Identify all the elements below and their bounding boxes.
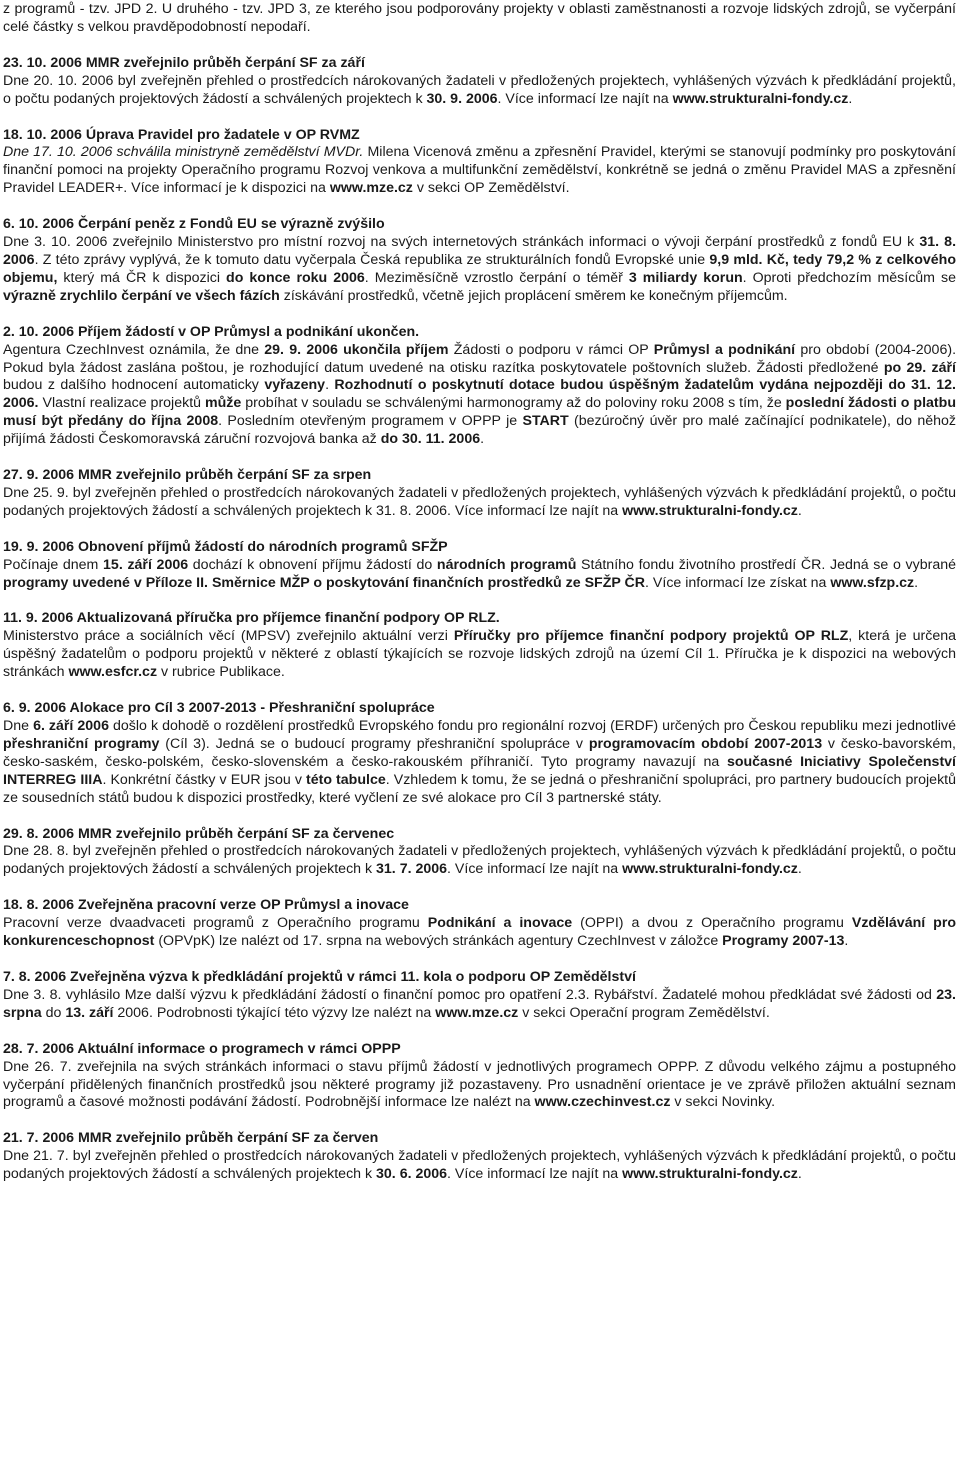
text-run: Dne 20. 10. 2006 byl zveřejněn přehled o prostředcích nárokovaných žadateli v předložených projektech, vyhlášených výzvách k předkládání projektů, o počtu podaných projektových žádostí a schválených projektech k (3, 72, 956, 107)
text-run: v rubrice Publikace. (157, 664, 285, 681)
news-heading: 6. 9. 2006 Alokace pro Cíl 3 2007-2013 - Přeshraniční spolupráce (3, 700, 435, 717)
news-item (3, 1041, 956, 1131)
news-list (3, 55, 956, 1184)
news-heading: 23. 10. 2006 MMR zveřejnilo průběh čerpání SF za září (3, 54, 365, 71)
news-heading: 11. 9. 2006 Aktualizovaná příručka pro příjemce finanční podpory OP RLZ. (3, 610, 500, 627)
text-run: , která je určena úspěšný žadatelům o podporu projektů v některé z oblastí týkajících se rozvoje lidských zdrojů na území Cíl 1. Příručka je k dispozici na webových stránkách (3, 628, 956, 681)
text-run: přeshraniční programy (3, 735, 160, 752)
text-run: (Cíl 3). Jedná se o budoucí programy přeshraniční spolupráce v (159, 735, 589, 752)
text-run: . Více informací lze najít na (447, 861, 623, 878)
news-item (3, 467, 956, 539)
text-run: Příručky pro příjemce finanční podpory projektů OP RLZ (453, 628, 849, 645)
text-run: Rozhodnutí o poskytnutí dotace budou úspěšným žadatelům vydána nejpozději do 31. 12. 2006. (3, 377, 956, 412)
text-run: do konce roku 2006 (226, 269, 365, 286)
text-run: . Posledním otevřeným programem v OPPP je (218, 413, 523, 430)
text-run: . Oproti předchozím měsícům se (742, 269, 957, 286)
news-item (3, 55, 956, 127)
text-run: (OPPI) a dvou z Operačního programu (572, 915, 852, 932)
news-heading: 21. 7. 2006 MMR zveřejnilo průběh čerpání SF za červen (3, 1130, 379, 1147)
news-heading: 27. 9. 2006 MMR zveřejnilo průběh čerpání SF za srpen (3, 467, 372, 484)
text-run: současné Iniciativy Společenství INTERREG IIIA (3, 753, 956, 788)
news-item (3, 1130, 956, 1184)
news-body (3, 987, 956, 1023)
text-run: pro období (2004-2006). Pokud byla žádost zaslána poštou, je rozhodující datum uvedené na otisku razítka poskytovatele poštovních služeb. Žádosti předložené (3, 341, 957, 376)
spacer (3, 198, 956, 216)
text-run: Dne 28. 8. byl zveřejněn přehled o prostředcích nárokovaných žadateli v předložených projektech, vyhlášených výzvách k předkládání projektů, o počtu podaných projektových žádostí a schválených projektech k (3, 843, 956, 878)
news-heading: 7. 8. 2006 Zveřejněna výzva k předkládání projektů v rámci 11. kola o podporu OP Zemědělství (3, 968, 636, 985)
news-item (3, 127, 956, 217)
text-run: výrazně zrychlilo čerpání ve všech fázích (3, 287, 280, 304)
text-run: . (480, 431, 485, 448)
text-run: vyřazeny (264, 377, 326, 394)
text-run: . Více informací lze získat na (645, 574, 831, 591)
text-run: 29. 9. 2006 ukončila příjem (264, 341, 449, 358)
spacer (3, 682, 956, 700)
text-run: 31. 8. 2006 (3, 234, 957, 268)
news-item (3, 826, 956, 898)
news-heading: 2. 10. 2006 Příjem žádostí v OP Průmysl a podnikání ukončen. (3, 323, 420, 340)
text-run: . (844, 933, 849, 950)
text-run: 3 miliardy korun (628, 269, 743, 286)
text-run: 15. září 2006 (103, 556, 189, 573)
text-run: Vzdělávání pro konkurenceschopnost (3, 915, 957, 950)
text-run: START (522, 413, 569, 430)
text-run: Průmysl a podnikání (653, 341, 796, 358)
text-run: . Více informací lze najít na (447, 1166, 623, 1183)
text-run: 9,9 mld. Kč, tedy 79,2 % z celkového objemu, (3, 251, 956, 286)
text-run: (bezúročný úvěr pro malé začínající podnikatele), do něhož přijímá žádosti Českomoravská záruční rozvojová banka až (3, 413, 957, 448)
intro-paragraph: z programů - tzv. JPD 2. U druhého - tzv. JPD 3, ze kterého jsou podporovány projekty v oblasti zaměstnanosti a rozvoje lidských zdrojů, se vyčerpání celé částky s velkou pravděpodobností nepodaří. (3, 1, 956, 35)
news-body (3, 144, 956, 198)
text-run: 13. září (65, 1004, 114, 1021)
text-run: této tabulce (305, 771, 386, 788)
text-run: Dne 3. 8. vyhlásilo Mze další výzvu k předkládání žádostí o finanční pomoc pro opatření 2.3. Rybářství. Žadatelé mohou předkládat své žádosti od (3, 986, 937, 1003)
news-heading: 6. 10. 2006 Čerpání peněz z Fondů EU se výrazně zvýšilo (3, 216, 385, 233)
text-run: . (848, 90, 853, 107)
text-run: 6. září 2006 (33, 718, 109, 734)
text-run: Počínaje dnem (3, 556, 104, 573)
text-run: . (797, 1166, 802, 1183)
spacer (3, 1112, 956, 1130)
news-body (3, 234, 956, 306)
news-item (3, 324, 956, 467)
news-item (3, 610, 956, 700)
news-body (3, 342, 956, 449)
text-run: Ministerstvo práce a sociálních věcí (MPSV) zveřejnilo aktuální verzi (3, 628, 454, 645)
news-item (3, 216, 956, 324)
text-run: může (204, 395, 242, 412)
text-run: po 29. září (883, 359, 956, 376)
text-run: . Konkrétní částky v EUR jsou v (102, 771, 306, 788)
news-heading: 18. 8. 2006 Zveřejněna pracovní verze OP Průmysl a inovace (3, 897, 409, 914)
text-run: . (325, 377, 335, 394)
text-run: Dne 21. 7. byl zveřejněn přehled o prostředcích nárokovaných žadateli v předložených projektech, vyhlášených výzvách k předkládání projektů, o počtu podaných projektových žádostí a schválených projektech k (3, 1148, 956, 1183)
news-body (3, 557, 956, 593)
web-link[interactable]: www.czechinvest.cz (534, 1094, 671, 1111)
text-run: Agentura CzechInvest oznámila, že dne (3, 341, 265, 358)
text-run: Dne 26. 7. zveřejnila na svých stránkách informaci o stavu příjmů žádostí v jednotlivých programech OPPP. Z důvodu velkého zájmu a postupného vyčerpání přidělených finančních prostředků jsou některé programy již pozastaveny. Pro usnadnění orientace je ve zprávě přiložen aktuální seznam programů a časové možnosti podávání žádostí. Podrobnější informace lze nalézt na (3, 1058, 956, 1111)
text-run: . (797, 861, 802, 878)
text-run: Žádosti o podporu v rámci OP (448, 341, 654, 358)
news-body (3, 73, 956, 109)
text-run: . (797, 502, 802, 519)
web-link[interactable]: www.mze.cz (329, 180, 413, 197)
news-heading: 19. 9. 2006 Obnovení příjmů žádostí do národních programů SFŽP (3, 538, 448, 555)
spacer (3, 1023, 956, 1041)
spacer (3, 879, 956, 897)
text-run: 30. 6. 2006 (376, 1166, 448, 1183)
text-run: 2006. Podrobnosti týkající této výzvy lze nalézt na (113, 1004, 436, 1021)
text-run: Milena Vicenová změnu a zpřesnění Pravidel, kterými se stanovují podmínky pro poskytování finanční pomoci na projekty Operačního programu Rozvoj venkova a multifunkční zemědělství, konkrétně se jedná o změnu Pravidel MAS a zpřesnění Pravidel LEADER+. Více informací je k dispozici na (3, 144, 956, 197)
text-run: do 30. 11. 2006 (380, 431, 481, 448)
news-body (3, 1148, 956, 1184)
text-run: programovacím období 2007-2013 (588, 735, 823, 752)
text-run: Dne (3, 718, 34, 734)
text-run: který má ČR k dispozici (57, 269, 227, 286)
text-run: programy uvedené v Příloze II. Směrnice MŽP o poskytování finančních prostředků ze SFŽP ČR (3, 574, 646, 591)
spacer (3, 521, 956, 539)
news-body (3, 915, 956, 951)
spacer (3, 37, 956, 55)
text-run: v sekci Operační program Zemědělství. (518, 1004, 770, 1021)
spacer (3, 951, 956, 969)
web-link[interactable]: www.strukturalni-fondy.cz (622, 502, 798, 519)
news-item (3, 969, 956, 1041)
text-run: . Více informací lze najít na (497, 90, 673, 107)
text-run: . Vzhledem k tomu, že se jedná o přeshraniční spolupráci, pro partnery budoucích projektů ze sousedních států budou k dispozici prostředky, které vyčlení ze své alokace pro Cíl 3 partnerské státy. (3, 771, 956, 806)
text-run: (OPVpK) lze nalézt od 17. srpna na webových stránkách agentury CzechInvest v záložce (154, 933, 723, 950)
text-run: Dne 25. 9. byl zveřejněn přehled o prostředcích nárokovaných žadateli v předložených projektech, vyhlášených výzvách k předkládání projektů, o počtu podaných projektových žádostí a schválených projektech k 31. 8. 2006. Více informací lze najít na (3, 484, 956, 519)
web-link[interactable]: www.strukturalni-fondy.cz (672, 90, 849, 107)
news-item (3, 700, 956, 825)
web-link[interactable]: www.mze.cz (435, 1004, 519, 1021)
news-body (3, 628, 956, 682)
web-link[interactable]: www.esfcr.cz (68, 664, 158, 681)
news-item (3, 897, 956, 969)
news-body (3, 1059, 956, 1113)
text-run: získávání prostředků, včetně jejich proplácení směrem ke konečným příjemcům. (279, 287, 788, 304)
spacer (3, 449, 956, 467)
text-run: Dne 17. 10. 2006 schválila ministryně zemědělství MVDr. (3, 144, 364, 161)
text-run: 23. srpna (3, 986, 956, 1021)
text-run: poslední žádosti o platbu musí být předány do října 2008 (3, 395, 956, 430)
news-item (3, 539, 956, 611)
spacer (3, 109, 956, 127)
news-body (3, 718, 956, 808)
text-run: v sekci OP Zemědělství. (412, 180, 570, 197)
spacer (3, 808, 956, 826)
news-body (3, 485, 956, 521)
news-body (3, 843, 956, 879)
text-run: národních programů (436, 556, 577, 573)
spacer (3, 306, 956, 324)
text-run: budou z dalšího hodnocení automaticky (3, 377, 265, 394)
news-heading: 18. 10. 2006 Úprava Pravidel pro žadatele v OP RVMZ (3, 126, 360, 143)
text-run: . Z této zprávy vyplývá, že k tomuto datu vyčerpala Česká republika ze strukturálních fondů Evropské unie (34, 251, 710, 268)
news-heading: 29. 8. 2006 MMR zveřejnilo průběh čerpání SF za červenec (3, 825, 395, 842)
text-run: v sekci Novinky. (670, 1094, 776, 1111)
text-run: Vlastní realizace projektů (38, 395, 205, 412)
web-link[interactable]: www.strukturalni-fondy.cz (622, 1166, 798, 1183)
web-link[interactable]: www.strukturalni-fondy.cz (622, 861, 798, 878)
text-run: Státního fondu životního prostředí ČR. Jedná se o vybrané (576, 556, 956, 573)
spacer (3, 592, 956, 610)
text-run: . (914, 574, 919, 591)
text-run: 31. 7. 2006 (376, 861, 448, 878)
text-run: . Meziměsíčně vzrostlo čerpání o téměř (364, 269, 629, 286)
text-run: došlo k dohodě o rozdělení prostředků Evropského fondu pro regionální rozvoj (ERDF) určených pro Českou republiku mezi jednotlivé (108, 718, 956, 734)
text-run: v česko-bavorském, česko-saském, česko-polském, česko-slovenském a česko-rakouském příhraničí. Tyto programy navazují na (3, 735, 956, 770)
text-run: Programy 2007-13 (722, 933, 845, 950)
text-run: dochází k obnovení příjmu žádostí do (188, 556, 437, 573)
text-run: 30. 9. 2006 (426, 90, 498, 107)
text-run: Dne 3. 10. 2006 zveřejnilo Ministerstvo pro místní rozvoj na svých internetových stránkách informaci o vývoji čerpání prostředků z fondů EU k (3, 234, 920, 251)
text-run: Podnikání a inovace (427, 915, 573, 932)
web-link[interactable]: www.sfzp.cz (830, 574, 915, 591)
text-run: probíhat v souladu se schválenými harmonogramy až do poloviny roku 2008 s tím, že (241, 395, 786, 412)
news-heading: 28. 7. 2006 Aktuální informace o programech v rámci OPPP (3, 1040, 401, 1057)
text-run: do (41, 1004, 66, 1021)
text-run: Pracovní verze dvaadvaceti programů z Operačního programu (3, 915, 428, 932)
